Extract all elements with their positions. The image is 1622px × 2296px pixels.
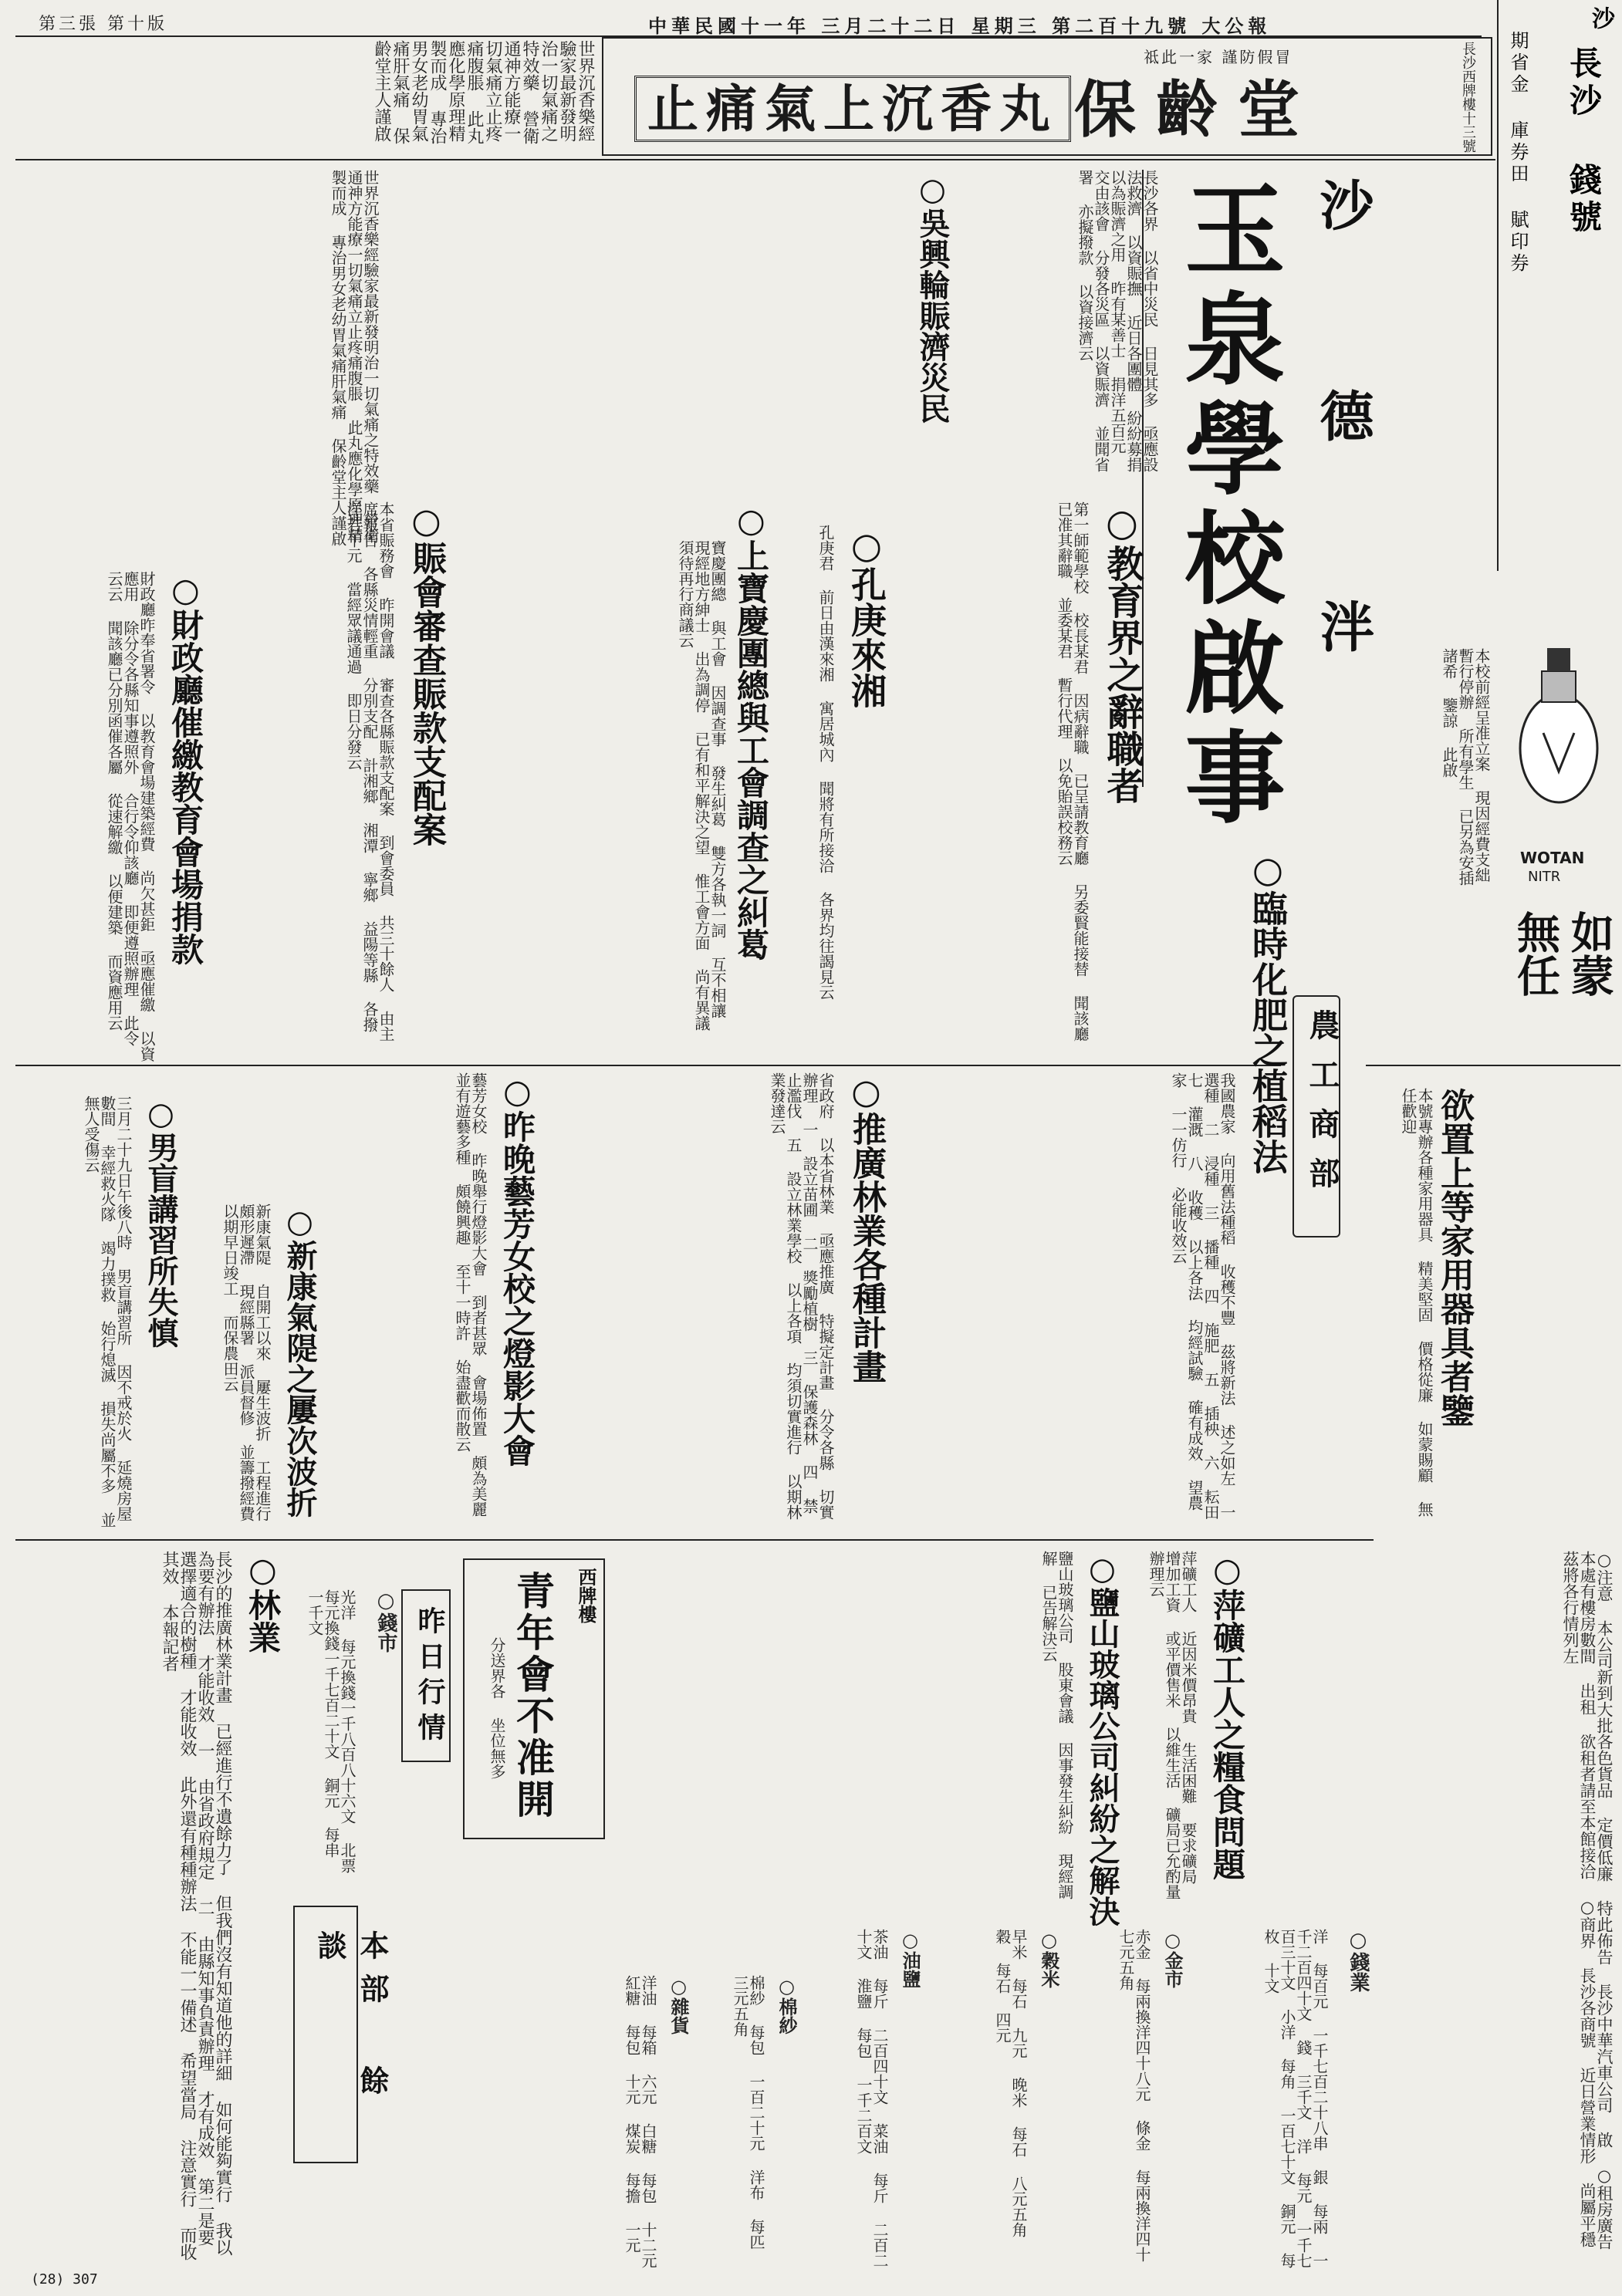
right-column-text: ○注意 本公司新到大批各色貨品 定價低廉 特此佈告 長沙中華汽車公司 啟 ○租房廣告 本處有樓房數間 出租 欲租者請至本館接洽 ○商界 長沙各商號 近日營業情形 尚屬平穩 茲將各行情列左 <box>1561 1551 1614 2250</box>
article-body-pingkuang: 萍礦工人 近因米價昂貴 生活困難 要求礦局 增加工資 或平價售米 以維生活 礦局已允酌量辦理云 <box>1147 1551 1198 1899</box>
article-title-disaster: ○吳興輪賑濟災民 <box>914 171 951 424</box>
ymca-note: 分送界各 坐位無多 <box>488 1637 506 1779</box>
section-tag-box <box>1293 995 1340 1237</box>
article-body-xinkang: 新康氣隄 自開工以來 屢生波折 工程進行 頗形遲滯 現經縣署 派員督修 並籌撥經費 以期早日竣工 而保農田云 <box>221 1204 272 1521</box>
article-body-forestry-plan: 省政府 以本省林業 亟應推廣 特擬定計畫 分令各縣 切實辦理 一 設立苗圃 二 獎勵植樹 三 保護森林 四 禁止濫伐 五 設立林業學校 以上各項 均須切實進行 以期林業發達云 <box>768 1072 835 1520</box>
market-col-oil-head: ○油鹽 <box>899 1929 921 1988</box>
store-name: 保齡堂 <box>1074 73 1320 146</box>
divider-top <box>15 159 1495 160</box>
yesterday-market-rows: 光洋 每元換錢一千八百八十六文 北票 每元換錢一千七百二十文 銅元 每串 一千文 <box>306 1589 357 1873</box>
lamp-brand: WOTAN <box>1520 849 1585 867</box>
masthead <box>1497 0 1614 571</box>
article-body-education: 第一師範學校 校長某君 因病辭職 已呈請教育廳 另委賢能接替 聞該廳已准其辭職 並委某君 暫行代理 以免貽誤校務云 <box>1055 501 1090 1042</box>
article-title-rice: ○臨時化肥之植稻法 <box>1247 849 1289 1174</box>
lamp-brand2: NITR <box>1528 869 1561 885</box>
market-col-misc: 洋油 每箱 六元 白糖 每包 十二元 紅糖 每包 十元 煤炭 每擔 一元 <box>623 1975 657 2268</box>
market-col-cotton-head: ○棉紗 <box>776 1975 798 2034</box>
article-title-yifang: ○昨晚藝芳女校之燈影大會 <box>498 1072 536 1467</box>
lightbulb-icon <box>1512 640 1605 841</box>
header-date-line <box>15 8 1482 37</box>
article-title-blind-school: ○男盲講習所失慎 <box>143 1096 179 1348</box>
top-ad-text: 世界沉香樂經驗家最新發明治一切氣痛之特效藥 營衛通神方能療一切氣痛立止疼痛腹脹 此丸應化學原理精製而成 專治男女老幼胃氣痛肝氣痛 保齡堂主人謹啟 <box>372 40 595 144</box>
article-title-forestry-plan: ○推廣林業各種計畫 <box>846 1072 886 1383</box>
article-title-finance: ○財政廳催繳教育會場捐款 <box>167 571 204 965</box>
article-body-kong: 孔庚君 前日由漢來湘 寓居城內 聞將有所接洽 各界均往謁見云 <box>816 525 835 1000</box>
article-title-relief: ○賑會審查賑款支配案 <box>407 501 446 846</box>
article-body-yifang: 藝芳女校 昨晚舉行燈影大會 到者甚眾 會場佈置 頗為美麗 並有遊藝多種 頗饒興趣 至十一時許 始盡歡而散云 <box>453 1072 488 1517</box>
section-tag: 農工商部 <box>1304 1009 1340 1207</box>
divider-row2 <box>15 1065 1281 1066</box>
lamp-notice-title: 欲置上等家用器具者鑒 <box>1434 1088 1474 1427</box>
market-col-misc-head: ○雜貨 <box>667 1975 690 2034</box>
market-col-gold-head: ○金市 <box>1161 1929 1184 1988</box>
article-title-education: ○教育界之辭職者 <box>1100 501 1144 804</box>
article-body-finance: 財政廳昨奉省署令 以教育會場建築經費 尚欠甚鉅 亟應催繳 以資應用 除分令各縣知事遵照外 合行令仰該廳 即便遵照辦理 此令 云云 聞該廳已分別函催各屬 從速解繳 以便建築 而資應用云 <box>105 571 156 1062</box>
editorial-label-box <box>293 1906 390 2163</box>
store-note: 祗此一家 謹防假冒 <box>1144 48 1293 66</box>
market-right-title: ○錢業 <box>1347 1929 1370 1992</box>
store-address: 長沙西牌樓十三號 <box>1460 42 1476 153</box>
divider-mid-right <box>1366 1065 1620 1066</box>
editorial-label: 本部 餘 談 <box>313 1930 390 2109</box>
ymca-ad <box>463 1558 605 1839</box>
market-col-rice-head: ○穀米 <box>1038 1929 1060 1988</box>
yesterday-market-sub: ○錢市 <box>374 1589 397 1653</box>
article-title-glass: ○鹽山玻璃公司糾紛之解決 <box>1084 1551 1120 1926</box>
ymca-tag: 西牌樓 <box>575 1568 597 1623</box>
school-ad-body: 本校前經呈准立案 現因經費支絀 暫行停辦 所有學生 已另為安插 諸希 鑒諒 此啟 <box>1440 648 1491 886</box>
yesterday-market-box <box>401 1589 451 1762</box>
yesterday-market-title: 昨日行情 <box>414 1606 446 1748</box>
article-body-forestry: 長沙的推廣林業計畫 已經進行不遺餘力了 但我們沒有知道他的詳細 如何能夠實行 我以為要有辦法 才能收效 一 由省政府規定 二 由縣知事負責辦理 才有成效 第二是要選擇適合的樹種 才能收效 此外還有種種辦法 不能一一備述 希望當局 注意實行 而收其效 本報記者 <box>160 1551 232 2261</box>
market-right-rows: 洋 每百元 一千七百二十八串 銀 每兩 一千二百四十文 錢 三千文 洋 每元 一千七百三十文 小洋 每角 一百七十文 銅元 每枚 十文 <box>1262 1929 1329 2268</box>
pill-name: 止痛氣上沉香丸 <box>634 76 1071 142</box>
article-body-blind-school: 三月二十九日午後八時 男盲講習所 因不戒於火 延燒房屋數間 幸經救火隊 竭力撲救 始行熄滅 損失尚屬不多 並無人受傷云 <box>82 1096 133 1528</box>
market-col-rice: 早米 每石 九元 晚米 每石 八元五角 穀 每石 四元 <box>993 1929 1028 2237</box>
school-ad-title: 玉泉學校啟事 <box>1168 177 1286 835</box>
article-body-upper-left: 世界沉香樂經驗家最新發明治一切氣痛之特效藥 營衛通神方能療一切氣痛立止疼痛腹脹 此丸應化學原理精製而成 專治男女老幼胃氣痛肝氣痛 保齡堂主人謹啟 <box>329 170 380 546</box>
header-date: 中華民國十一年 三月二十二日 星期三 第二百十九號 大公報 <box>648 15 1272 37</box>
article-title-baoqing: ○上寶慶團總與工會調查之糾葛 <box>732 501 770 961</box>
ymca-title: 青年會不准開 <box>510 1571 556 1821</box>
masthead-vouchers: 期省金 庫券田 賦印券 <box>1507 31 1529 275</box>
article-body-baoqing: 寶慶團總 與工會 因調查事 發生糾葛 雙方各執一詞 互不相讓 現經地方紳士 出為調停 已有和平解決之望 惟工會方面 尚有異議 須待再行商議云 <box>676 540 727 1031</box>
article-title-xinkang: ○新康氣隄之屢次波折 <box>282 1204 318 1518</box>
article-body-relief: 本省賑務會 昨開會議 審查各縣賑款支配案 到會委員 共三十餘人 由主席報告 各縣災情輕重 分別支配 計湘鄉 湘潭 寧鄉 益陽等縣 各撥洋若干元 當經眾議通過 即日分發云 <box>344 501 395 1042</box>
article-body-rice: 我國農家 向用舊法種稻 收穫不豐 茲將新法 述之如左 一 選種 二 浸種 三 播種 四 施肥 五 插秧 六 耘田 七 灌溉 八 收穫 以上各法 均經試驗 確有成效 望農家 一一仿行 必能收效云 <box>1169 1072 1236 1520</box>
store-ad <box>602 37 1492 156</box>
footer-code: (28) 307 <box>31 2271 98 2288</box>
article-title-kong: ○孔庚來湘 <box>846 525 887 708</box>
lamp-tag-1: 如蒙 <box>1564 910 1615 997</box>
masthead-small: 沙 <box>1587 6 1614 29</box>
article-title-pingkuang: ○萍礦工人之糧食問題 <box>1208 1551 1246 1880</box>
market-col-oil: 茶油 每斤 二百四十文 菜油 每斤 二百二十文 淮鹽 每包 一千二百文 <box>854 1929 889 2268</box>
article-title-forestry: ○林業 <box>244 1551 282 1653</box>
article-body-upper-main: 長沙各界 以省中災民 日見其多 亟應設法救濟 以資賑撫 近日各團體 紛紛募捐 以為賑濟之用 昨有某善士 捐洋五百元 交由該會 分發各災區 以資賑濟 並聞省署 亦擬撥款 以資接濟云 <box>1076 170 1159 472</box>
header-page: 第三張 第十版 <box>39 15 167 34</box>
market-col-gold: 赤金 每兩換洋四十八元 條金 每兩換洋四十七元五角 <box>1117 1929 1151 2262</box>
lamp-notice-body: 本號專辦各種家用器具 精美堅固 價格從廉 如蒙賜顧 無任歡迎 <box>1399 1088 1434 1517</box>
masthead-money-house: 長沙 錢號 <box>1565 46 1603 237</box>
lamp-tag-2: 無任 <box>1510 910 1561 997</box>
divider-row3 <box>15 1539 1374 1541</box>
market-col-cotton: 棉紗 每包 一百二十元 洋布 每匹 三元五角 <box>731 1975 765 2250</box>
article-body-glass: 鹽山玻璃公司 股東會議 因事發生糾紛 現經調解 已告解決云 <box>1039 1551 1074 1899</box>
school-ad-subtitle: 沙 德 泮 <box>1311 177 1375 699</box>
